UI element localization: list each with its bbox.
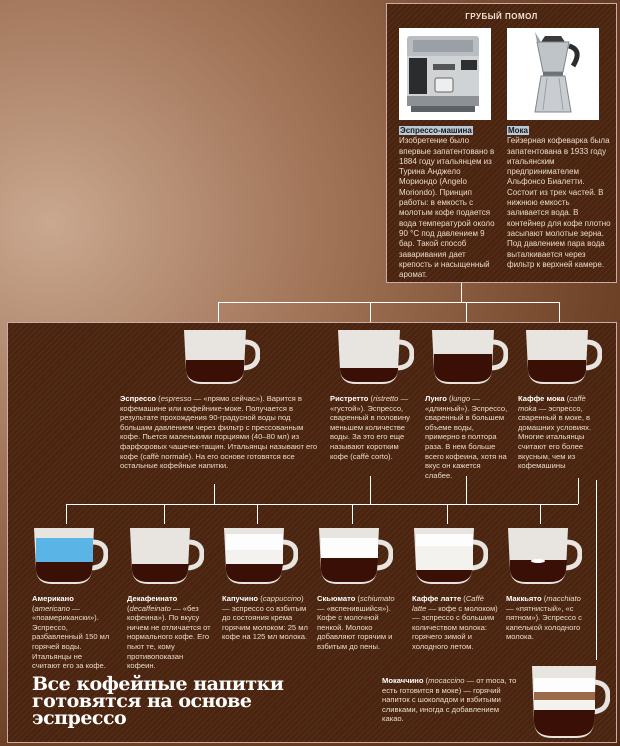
macchiato-text: — «пятнистый», «с пятном»). Эспрессо с капелькой холодного молока. — [506, 603, 582, 642]
grind-title: ГРУБЫЙ ПОМОЛ — [465, 12, 538, 21]
cappuccino-cup — [222, 524, 298, 588]
schiumato-text: — «вспенившийся»). Кофе с молочной пенкой. Молоко добавляют горячим и взбитым до пены. — [317, 603, 393, 651]
decaffeinato-desc: Декафеинато (decaffeinato — «без кофеина»). По вкусу ничем не отличается от нормального кофе. Его пьют те, кому противопоказан кофеин. — [127, 594, 211, 671]
caffe-latte-latin: Caffè latte — [412, 594, 484, 613]
cappuccino-text: — эспрессо со взбитым до состояния крема горячим молоком: 25 мл кофе на 125 мл молока. — [222, 603, 308, 642]
macchiato-latin: macchiato — [546, 594, 581, 603]
connector-latte — [447, 504, 448, 524]
decaffeinato-text: — «без кофеина»). По вкусу ничем не отличается от нормального кофе. Его пьют те, кому противопоказан кофеин. — [127, 603, 211, 671]
schiumato-cup — [317, 524, 393, 588]
caffe-moka-latin: caffè moka — [518, 394, 586, 413]
connector-schiumato — [352, 504, 353, 524]
moka-text: Гейзерная кофеварка была запатентована в 1933 году итальянским предпринимателем Альфонсо Биалетти. Состоит из трех частей. В нижнюю емкость заливается вода. В контейнер для кофе плотно засыпают молотые зерна. Под давлением пара вода выталкивается через фильтр к верхней камере. — [507, 136, 611, 269]
ristretto-cup — [334, 326, 414, 388]
connector-moka-down — [578, 478, 579, 504]
lungo-desc: Лунго (lungo — «длинный»). Эспрессо, сваренный в большем объеме воды, примерно в полтора раза. В нем больше всего кофеина, хотя на вкус он кажется слабее. — [425, 394, 508, 480]
headline: Все кофейные напитки готовятся на основе эспрессо — [32, 673, 284, 729]
connector-americano — [66, 504, 67, 524]
moka-caption — [507, 126, 611, 270]
connector-decaf — [164, 504, 165, 524]
espresso-machine-text: Изобретение было впервые запатентовано в 1884 году итальянцем из Турина Анджело Мориондо (Angelo Moriondo). Принцип работы: в емкость с молотым кофе подается вода температурой около 90 °С под давлением 9 бар. Такой способ заваривания дает крепость и насыщенный аромат. — [399, 136, 495, 280]
connector-top — [461, 283, 462, 302]
espresso-cup — [180, 326, 260, 388]
moka-coffee-cup — [522, 326, 602, 388]
decaffeinato-latin: decaffeinato — [129, 603, 171, 613]
connector-espresso-down — [214, 484, 215, 504]
caffe-latte-text: — кофе с молоком) — эспрессо с большим количеством молока: горячего зимой и холодного летом. — [412, 603, 498, 651]
lungo-cup — [428, 326, 508, 388]
caffe-moka-text: — эспрессо, сваренный в моке, в домашних условиях. Многие итальянцы считают его более вкусным, чем из кофемашины — [518, 403, 592, 471]
americano-name: Американо — [32, 594, 74, 603]
lungo-latin: lungo — [451, 394, 471, 403]
macchiato-desc: Маккьято (macchiato — «пятнистый», «с пятном»). Эспрессо с капелькой холодного молока. — [506, 594, 582, 642]
lungo-text: — «длинный»). Эспрессо, сваренный в большем объеме воды, примерно в полтора раза. В нем больше всего кофеина, хотя на вкус он кажется слабее. — [425, 394, 508, 480]
connector-lungo-down — [466, 476, 467, 504]
espresso-name: Эспрессо — [120, 394, 157, 403]
espresso-latin: espresso — [160, 394, 192, 403]
ristretto-name: Ристретто — [330, 394, 369, 403]
mocaccino-desc: Мокаччино (mocaccino — от moca, то есть готовится в моке) — горячий напиток с шоколадом и взбитыми сливками, иногда с добавлением какао. — [382, 676, 517, 724]
espresso-machine-photo — [399, 28, 491, 120]
cappuccino-desc: Капучино (cappuccino) — эспрессо со взбитым до состояния крема горячим молоком: 25 мл кофе на 125 мл молока. — [222, 594, 308, 642]
ristretto-latin: ristretto — [373, 394, 399, 403]
connector-mocaccino — [596, 480, 597, 660]
moka-photo — [507, 28, 599, 120]
americano-text: — «поамерикански»). Эспрессо, разбавленный 150 мл горячей воды. Итальянцы не считают его за кофе. — [32, 603, 110, 671]
caffe-latte-cup — [412, 524, 488, 588]
americano-latin: americano — [34, 603, 70, 613]
espresso-machine-caption — [399, 126, 495, 280]
caffe-latte-desc: Каффе латте (Caffè latte — кофе с молоком) — эспрессо с большим количеством молока: горячего зимой и холодного летом. — [412, 594, 498, 651]
espresso-machine-name: Эспрессо-машина — [400, 126, 472, 135]
espresso-desc: Эспрессо (espresso — «прямо сейчас»). Варится в кофемашине или кофейнике-моке. Получается в результате прохождения 90-градусной воды под большим давлением через фильтр с прессованным кофе. Пьется маленькими порциями (40–80 мл) из фарфоровых чашечек-тащин. Итальянцы называют его кофе (caffè normale). На его основе готовятся все остальные кофейные напитки. — [120, 394, 318, 471]
mocaccino-latin: mocaccino — [428, 676, 465, 685]
decaffeinato-cup — [128, 524, 204, 588]
connector-cappuccino — [257, 504, 258, 524]
caffe-latte-name: Каффе латте — [412, 594, 462, 603]
caffe-moka-name: Каффе мока — [518, 394, 565, 403]
macchiato-cup — [506, 524, 582, 588]
cappuccino-latin: cappuccino — [262, 594, 302, 603]
schiumato-name: Скьюмато — [317, 594, 356, 603]
schiumato-latin: schiumato — [359, 594, 395, 603]
mocaccino-cup — [530, 662, 610, 742]
connector-macchiato — [540, 504, 541, 524]
mocaccino-name: Мокаччино — [382, 676, 424, 685]
espresso-text: — «прямо сейчас»). Варится в кофемашине или кофейнике-моке. Получается в результате прохождения 90-градусной воды под большим давлением через фильтр с прессованным кофе. Пьется маленькими порциями (40–80 мл) из фарфоровых чашечек-тащин. Итальянцы называют его кофе (caffè normale). На его основе готовятся все остальные кофейные напитки. — [120, 394, 318, 471]
ristretto-desc: Ристретто (ristretto — «густой»). Эспрессо, сваренный в половину меньшем количестве воды. За это его еще называют коротким кофе (caffè corto). — [330, 394, 410, 461]
moka-name: Мока — [508, 126, 529, 135]
caffe-moka-desc: Каффе мока (caffè moka — эспрессо, сваренный в моке, в домашних условиях. Многие итальянцы считают его более вкусным, чем из кофемашины — [518, 394, 592, 471]
macchiato-name: Маккьято — [506, 594, 542, 603]
connector-row1-bar — [218, 302, 560, 303]
schiumato-desc: Скьюмато (schiumato — «вспенившийся»). Кофе с молочной пенкой. Молоко добавляют горячим и взбитым до пены. — [317, 594, 395, 651]
cappuccino-name: Капучино — [222, 594, 259, 603]
decaffeinato-name: Декафеинато — [127, 594, 178, 603]
connector-row2-bar — [66, 504, 578, 505]
mocaccino-text: — от moca, то есть готовится в моке) — горячий напиток с шоколадом и взбитыми сливками, иногда с добавлением какао. — [382, 676, 517, 724]
lungo-name: Лунго — [425, 394, 447, 403]
grind-panel — [386, 3, 617, 283]
americano-desc: Американо (americano — «поамерикански»). Эспрессо, разбавленный 150 мл горячей воды. Итальянцы не считают его за кофе. — [32, 594, 110, 671]
connector-ristretto-down — [370, 476, 371, 504]
ristretto-text: — «густой»). Эспрессо, сваренный в половину меньшем количестве воды. За это его еще называют коротким кофе (caffè corto). — [330, 394, 410, 461]
americano-cup — [32, 524, 108, 588]
